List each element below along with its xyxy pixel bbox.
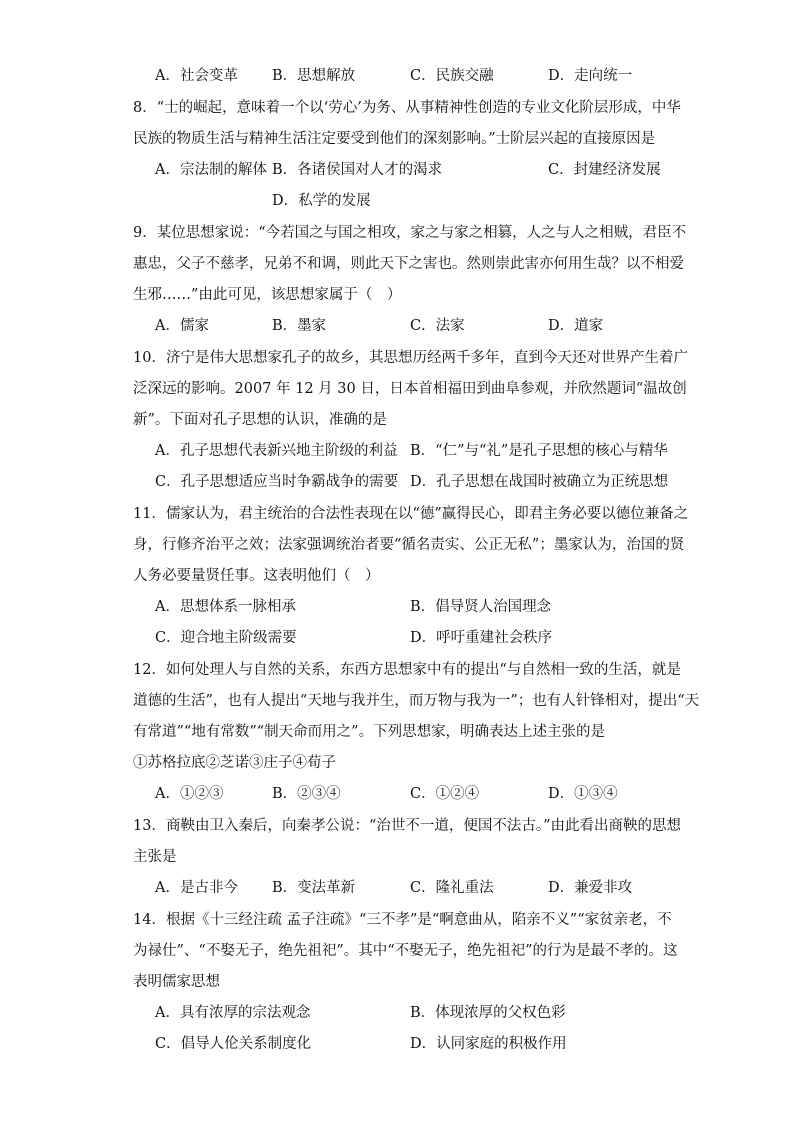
question-10-stem-line-2: 泛深远的影响。2007 年 12 月 30 日，日本首相福田到曲阜参观，并欣然题词“温故创 xyxy=(133,381,687,397)
question-12-stem-line-1: 12．如何处理人与自然的关系，东西方思想家中有的提出“与自然相一致的生活，就是 xyxy=(133,662,681,678)
question-12-stem-line-4: ①苏格拉底②芝诺③庄子④荀子 xyxy=(133,755,336,771)
question-13-stem-line-2: 主张是 xyxy=(133,849,177,865)
option-c[interactable]: C．封建经济发展 xyxy=(548,162,661,178)
question-10-stem-line-1: 10．济宁是伟大思想家孔子的故乡，其思想历经两千多年，直到今天还对世界产生着广 xyxy=(133,350,688,366)
option-b[interactable]: B．变法革新 xyxy=(272,880,356,896)
option-c[interactable]: C．民族交融 xyxy=(410,68,494,84)
option-d[interactable]: D．呼吁重建社会秩序 xyxy=(410,630,553,646)
question-12-stem-line-3: 有常道”“地有常数”“制天命而用之”。下列思想家，明确表达上述主张的是 xyxy=(133,724,606,740)
option-a[interactable]: A．①②③ xyxy=(155,786,224,802)
option-d[interactable]: D．兼爱非攻 xyxy=(548,880,633,896)
option-a[interactable]: A．社会变革 xyxy=(155,68,238,84)
option-b[interactable]: B．“仁”与“礼”是孔子思想的核心与精华 xyxy=(410,443,668,459)
question-14-stem-line-3: 表明儒家思想 xyxy=(133,974,220,990)
option-d[interactable]: D．道家 xyxy=(548,318,604,334)
question-14-stem-line-2: 为禄仕”、“不娶无子，绝先祖祀”。其中“不娶无子，绝先祖祀”的行为是最不孝的。这 xyxy=(133,943,678,959)
option-b[interactable]: B．思想解放 xyxy=(272,68,356,84)
question-10-stem-line-3: 新”。下面对孔子思想的认识，准确的是 xyxy=(133,412,387,428)
option-c[interactable]: C．迎合地主阶级需要 xyxy=(155,630,297,646)
option-b[interactable]: B．墨家 xyxy=(272,318,327,334)
option-a[interactable]: A．具有浓厚的宗法观念 xyxy=(155,1005,311,1021)
option-d[interactable]: D．认同家庭的积极作用 xyxy=(410,1036,567,1052)
option-d[interactable]: D．孔子思想在战国时被确立为正统思想 xyxy=(410,474,669,490)
option-a[interactable]: A．思想体系一脉相承 xyxy=(155,599,296,615)
option-d[interactable]: D．私学的发展 xyxy=(272,193,371,209)
option-a[interactable]: A．宗法制的解体 xyxy=(155,162,267,178)
option-c[interactable]: C．隆礼重法 xyxy=(410,880,494,896)
option-d[interactable]: D．走向统一 xyxy=(548,68,633,84)
question-9-stem-line-1: 9．某位思想家说：“今若国之与国之相攻，家之与家之相篡，人之与人之相贼，君臣不 xyxy=(133,225,687,241)
option-b[interactable]: B．倡导贤人治国理念 xyxy=(410,599,552,615)
option-c[interactable]: C．①②④ xyxy=(410,786,480,802)
option-a[interactable]: A．儒家 xyxy=(155,318,209,334)
option-d[interactable]: D．①③④ xyxy=(548,786,618,802)
question-11-stem-line-1: 11．儒家认为，君主统治的合法性表现在以“德”赢得民心，即君主务必要以德位兼备之 xyxy=(133,506,689,522)
option-a[interactable]: A．是古非今 xyxy=(155,880,238,896)
question-11-stem-line-2: 身，行修齐治平之效；法家强调统治者要“循名责实、公正无私”；墨家认为，治国的贤 xyxy=(133,537,685,553)
option-b[interactable]: B．各诸侯国对人才的渴求 xyxy=(272,162,443,178)
option-c[interactable]: C．孔子思想适应当时争霸战争的需要 xyxy=(155,474,399,490)
option-b[interactable]: B．②③④ xyxy=(272,786,341,802)
question-11-stem-line-3: 人务必要量贤任事。这表明他们（ ） xyxy=(133,568,380,584)
option-a[interactable]: A．孔子思想代表新兴地主阶级的利益 xyxy=(155,443,398,459)
question-8-stem-line-2: 民族的物质生活与精神生活注定要受到他们的深刻影响。”士阶层兴起的直接原因是 xyxy=(133,131,656,147)
option-c[interactable]: C．倡导人伦关系制度化 xyxy=(155,1036,312,1052)
question-9-stem-line-2: 惠忠，父子不慈孝，兄弟不和调，则此天下之害也。然则崇此害亦何用生哉？以不相爱 xyxy=(133,256,684,272)
option-c[interactable]: C．法家 xyxy=(410,318,465,334)
question-13-stem-line-1: 13．商鞅由卫入秦后，向秦孝公说：“治世不一道，便国不法古。”由此看出商鞅的思想 xyxy=(133,818,682,834)
option-b[interactable]: B．体现浓厚的父权色彩 xyxy=(410,1005,566,1021)
question-9-stem-line-3: 生邪……”由此可见，该思想家属于（ ） xyxy=(133,287,402,303)
question-8-stem-line-1: 8．“士的崛起，意味着一个以‘劳心’为务、从事精神性创造的专业文化阶层形成，中华 xyxy=(133,100,681,116)
question-12-stem-line-2: 道德的生活”，也有人提出“天地与我并生，而万物与我为一”；也有人针锋相对，提出“天 xyxy=(133,693,700,709)
question-14-stem-line-1: 14．根据《十三经注疏 孟子注疏》“三不孝”是“啊意曲从，陷亲不义”“家贫亲老，不 xyxy=(133,912,672,928)
